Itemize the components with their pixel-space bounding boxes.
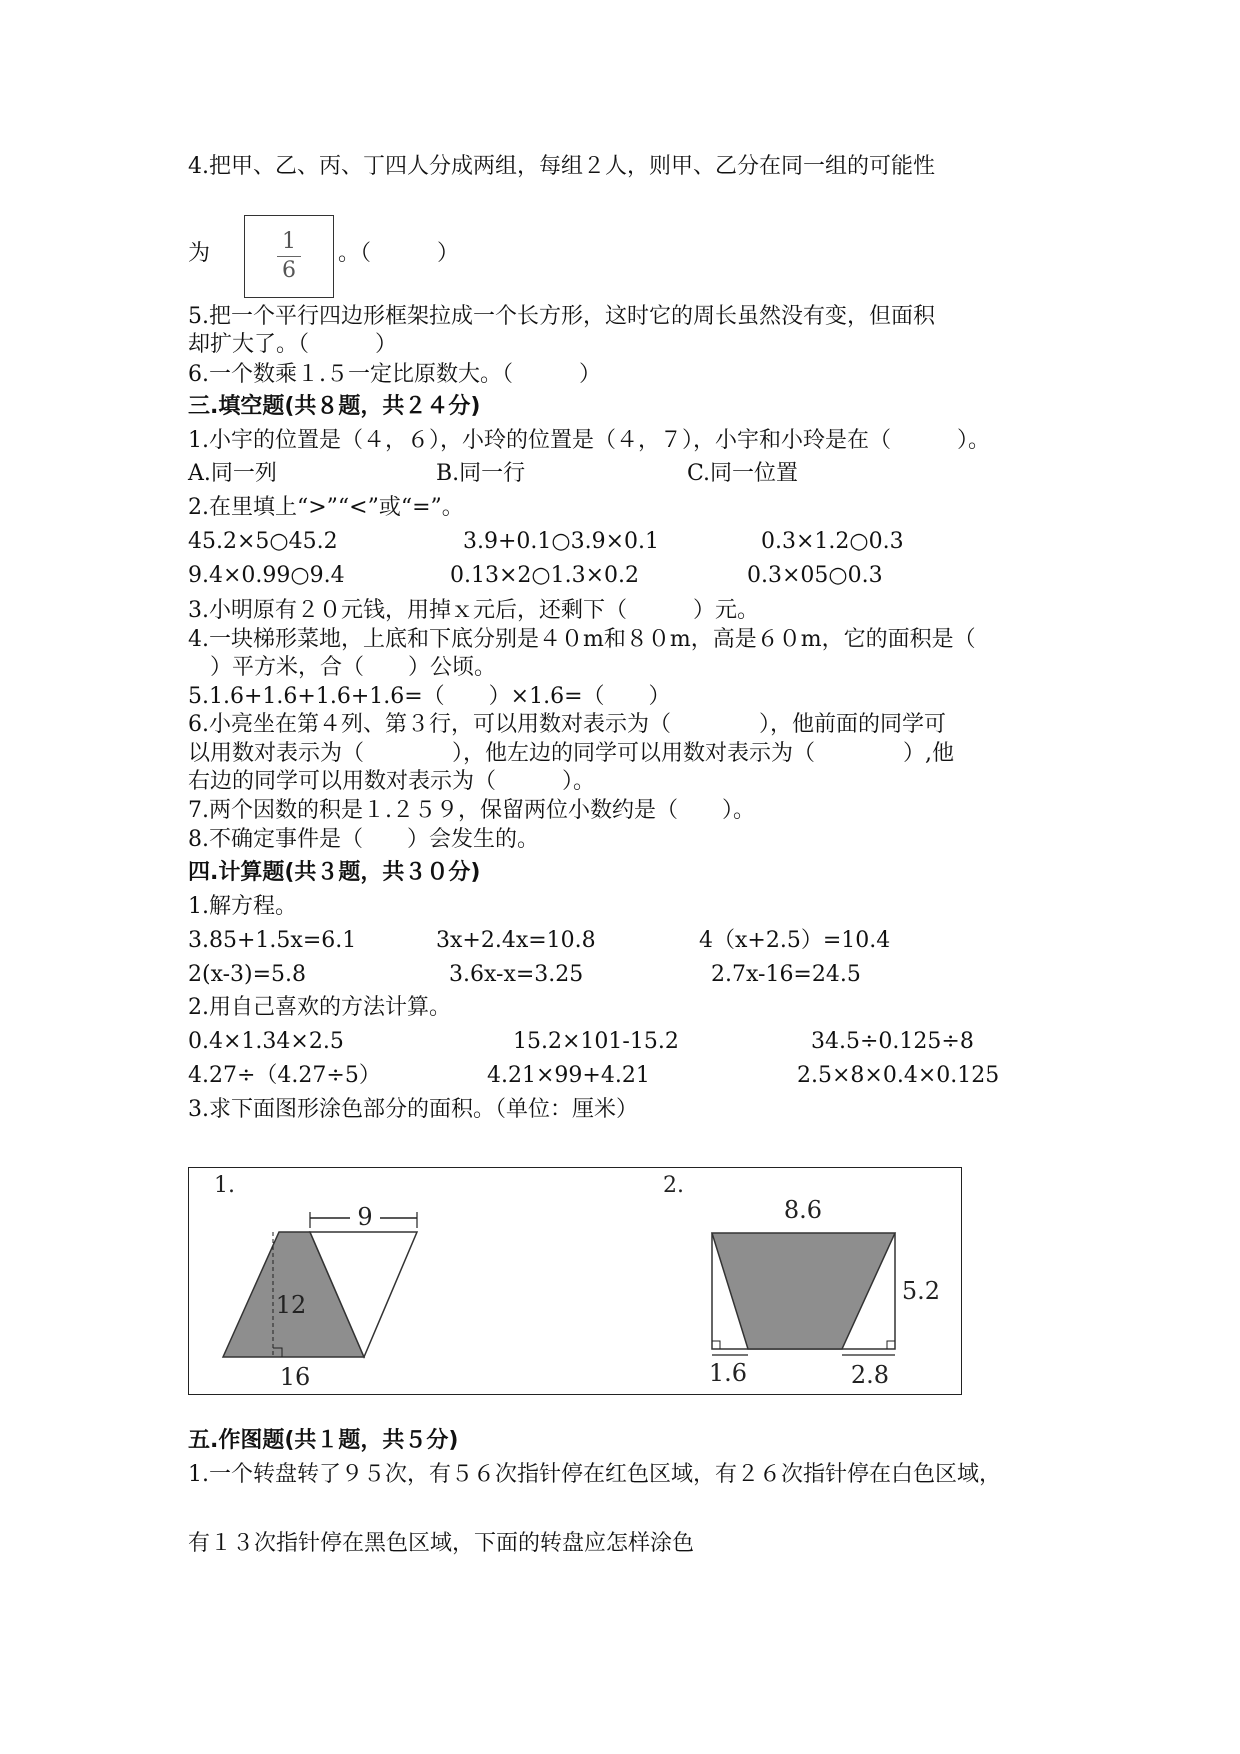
s3-q5: 5.1.6+1.6+1.6+1.6=（ ）×1.6=（ ）: [188, 684, 671, 709]
s5-q1-line1: 1.一个转盘转了９５次，有５６次指针停在红色区域，有２６次指针停在白色区域，: [188, 1462, 1001, 1487]
s3-q1-option-b: B.同一行: [436, 461, 526, 486]
s4-calc: 4.21×99+4.21: [487, 1063, 650, 1088]
q5-text-line1: 5.把一个平行四边形框架拉成一个长方形，这时它的周长虽然没有变，但面积: [188, 304, 935, 329]
fig2-left-label: 1.6: [708, 1359, 748, 1387]
fig2-right-angle-right: [887, 1341, 895, 1349]
s4-equation: 4（x+2.5）=10.4: [699, 928, 891, 953]
s4-equation: 2(x-3)=5.8: [188, 962, 307, 987]
s4-equation: 3.85+1.5x=6.1: [188, 928, 357, 953]
q4-text-line1: 4.把甲、乙、丙、丁四人分成两组，每组２人，则甲、乙分在同一组的可能性: [188, 154, 935, 179]
q4-text-prefix: 为: [188, 241, 211, 266]
fraction-denominator: 6: [282, 258, 296, 283]
s4-calc: 34.5÷0.125÷8: [811, 1029, 974, 1054]
s4-equation: 3.6x-x=3.25: [449, 962, 584, 987]
q6-text: 6.一个数乘１.５一定比原数大。（ ）: [188, 362, 601, 387]
s3-q3: 3.小明原有２０元钱，用掉ｘ元后，还剩下（ ）元。: [188, 598, 759, 623]
fig1-height-label: 12: [275, 1291, 307, 1319]
section3-title: 三.填空题(共８题，共２４分): [188, 394, 481, 419]
s3-q6-line1: 6.小亮坐在第４列、第３行，可以用数对表示为（ ），他前面的同学可: [188, 712, 946, 737]
s4-calc: 15.2×101-15.2: [513, 1029, 679, 1054]
s3-q1: 1.小宇的位置是（４，６），小玲的位置是（４，７），小宇和小玲是在（ ）。: [188, 428, 990, 453]
fraction-numerator: 1: [282, 229, 296, 254]
s3-q2-item: 0.13×2○1.3×0.2: [450, 563, 640, 588]
section5-title: 五.作图题(共１题，共５分): [188, 1428, 459, 1453]
area-figure-svg: [189, 1168, 963, 1396]
fig2-top-label: 8.6: [783, 1196, 823, 1224]
fraction-image-box: [244, 215, 334, 298]
s3-q1-option-a: A.同一列: [188, 461, 277, 486]
s3-q8: 8.不确定事件是（ ）会发生的。: [188, 827, 539, 852]
s3-q2: 2.在里填上“>”“<”或“=”。: [188, 495, 464, 520]
s4-calc: 2.5×8×0.4×0.125: [797, 1063, 1000, 1088]
s3-q2-item: 45.2×5○45.2: [188, 529, 338, 554]
s4-calc: 4.27÷（4.27÷5）: [188, 1063, 381, 1088]
s3-q6-line2: 以用数对表示为（ ），他左边的同学可以用数对表示为（ ）,他: [188, 741, 954, 766]
q4-answer-blank: 。（ ）: [338, 241, 460, 266]
s3-q2-item: 0.3×1.2○0.3: [761, 529, 904, 554]
s4-q2: 2.用自己喜欢的方法计算。: [188, 995, 451, 1020]
fig1-top-label: 9: [357, 1203, 373, 1231]
fig2-height-label: 5.2: [901, 1277, 941, 1305]
fig1-bottom-label: 16: [279, 1363, 311, 1391]
s3-q4-line2: ）平方米，合（ ）公顷。: [188, 655, 497, 680]
s4-calc: 0.4×1.34×2.5: [188, 1029, 344, 1054]
s3-q4-line1: 4.一块梯形菜地，上底和下底分别是４０m和８０m，高是６０m，它的面积是（: [188, 627, 976, 652]
fig2-shaded-trapezoid: [712, 1233, 895, 1349]
fig2-right-angle-left: [712, 1341, 720, 1349]
s4-equation: 3x+2.4x=10.8: [436, 928, 596, 953]
s3-q6-line3: 右边的同学可以用数对表示为（ ）。: [188, 769, 596, 794]
s5-q1-line2: 有１３次指针停在黑色区域，下面的转盘应怎样涂色: [188, 1531, 695, 1556]
fraction-bar: [277, 256, 301, 257]
s3-q2-item: 3.9+0.1○3.9×0.1: [463, 529, 660, 554]
s3-q2-item: 0.3×05○0.3: [747, 563, 883, 588]
area-figure: [188, 1167, 962, 1395]
q5-text-line2: 却扩大了。（ ）: [188, 332, 398, 357]
s4-equation: 2.7x-16=24.5: [711, 962, 861, 987]
s4-q3: 3.求下面图形涂色部分的面积。（单位：厘米）: [188, 1097, 638, 1122]
s4-q1: 1.解方程。: [188, 894, 297, 919]
s3-q1-option-c: C.同一位置: [687, 461, 799, 486]
fig2-label: 2.: [663, 1173, 684, 1198]
fig2-right-label: 2.8: [850, 1361, 890, 1389]
fig1-label: 1.: [214, 1173, 235, 1198]
section4-title: 四.计算题(共３题，共３０分): [188, 860, 481, 885]
s3-q7: 7.两个因数的积是１.２５９，保留两位小数约是（ ）。: [188, 798, 755, 823]
s3-q2-item: 9.4×0.99○9.4: [188, 563, 345, 588]
